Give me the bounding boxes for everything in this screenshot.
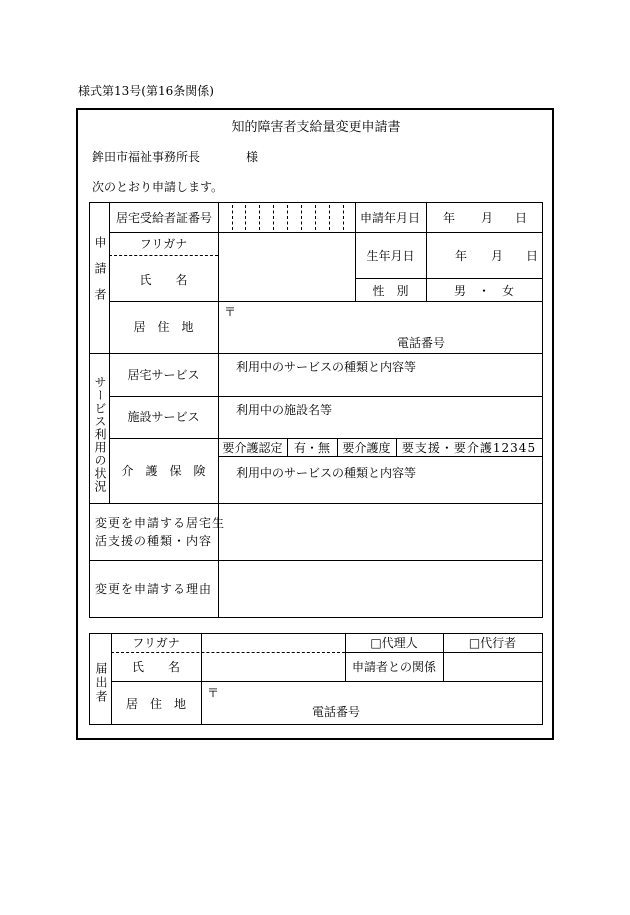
gender-options: 男 ・ 女 xyxy=(453,284,514,298)
agent-checkbox[interactable]: □代行者 xyxy=(468,636,517,650)
postal-mark: 〒 xyxy=(224,305,237,319)
notifier-name-label: 氏 名 xyxy=(131,660,180,674)
notifier-address-label: 居 住 地 xyxy=(125,697,186,711)
recipient: 鉾田市福祉事務所長 xyxy=(92,150,201,164)
birth-day: 日 xyxy=(526,249,539,263)
care-level-label: 要介護度 xyxy=(342,441,391,455)
name-label: 氏 名 xyxy=(139,273,188,287)
change-type-label-2: 活支援の種類・内容 xyxy=(95,534,213,548)
care-level-options: 要支援・要介護12345 xyxy=(401,441,537,455)
apply-date-year: 年 xyxy=(443,211,456,225)
care-cert-label: 要介護認定 xyxy=(222,441,283,455)
apply-date-day: 日 xyxy=(515,211,528,225)
facility-service-content: 利用中の施設名等 xyxy=(236,403,333,417)
proxy-checkbox[interactable]: □代理人 xyxy=(370,636,418,650)
birth-month: 月 xyxy=(491,249,504,263)
relation-label: 申請者との関係 xyxy=(351,660,436,674)
furigana-label: フリガナ xyxy=(139,237,188,251)
applicant-section-label: 申請者 xyxy=(93,236,107,314)
birth-year: 年 xyxy=(455,249,468,263)
honorific: 様 xyxy=(246,150,259,164)
notifier-section-label: 届出者 xyxy=(94,662,108,704)
notifier-phone-label: 電話番号 xyxy=(312,705,361,719)
gender-label: 性 別 xyxy=(372,284,409,298)
care-service-content: 利用中のサービスの種類と内容等 xyxy=(236,466,417,480)
home-service-label: 居宅サービス xyxy=(127,368,200,382)
apply-date-month: 月 xyxy=(481,211,494,225)
intro-text: 次のとおり申請します。 xyxy=(92,180,224,194)
care-cert-options: 有・無 xyxy=(293,441,330,455)
notifier-furigana-label: フリガナ xyxy=(132,636,180,650)
change-reason-label: 変更を申請する理由 xyxy=(95,582,213,596)
birth-date-label: 生年月日 xyxy=(366,249,415,263)
care-insurance-label: 介 護 保 険 xyxy=(121,464,206,478)
notifier-postal-mark: 〒 xyxy=(207,686,220,700)
apply-date-label: 申請年月日 xyxy=(360,211,421,225)
home-service-content: 利用中のサービスの種類と内容等 xyxy=(236,360,417,374)
phone-label: 電話番号 xyxy=(397,336,446,350)
facility-service-label: 施設サービス xyxy=(127,410,200,424)
service-section-label: サービス利用の状況 xyxy=(93,376,107,493)
change-type-label-1: 変更を申請する居宅生 xyxy=(95,516,226,530)
address-label: 居 住 地 xyxy=(133,320,194,334)
form-title: 知的障害者支給量変更申請書 xyxy=(231,120,401,135)
form-number: 様式第13号(第16条関係) xyxy=(78,84,214,98)
cert-number-label: 居宅受給者証番号 xyxy=(116,211,213,225)
